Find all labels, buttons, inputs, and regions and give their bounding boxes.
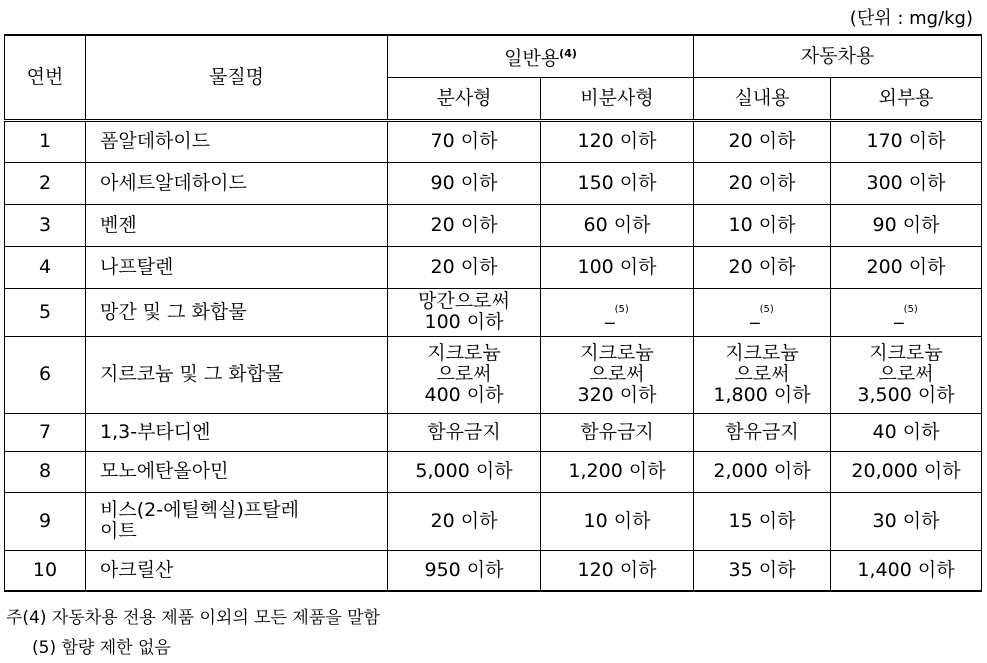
table-row: 8 모노에탄올아민 5,000 이하 1,200 이하 2,000 이하 20,000 이하	[5, 451, 982, 492]
table-row: 9 비스(2-에틸헥실)프탈레 이트 20 이하 10 이하 15 이하 30 이하	[5, 492, 982, 550]
footnotes	[6, 603, 380, 663]
header-name: 물질명	[86, 35, 388, 120]
unit-label: (단위 : mg/kg)	[849, 8, 973, 29]
table-row: 1 폼알데하이드 70 이하 120 이하 20 이하 170 이하	[5, 120, 982, 162]
footnote-5: (5) 함량 제한 없음	[32, 638, 171, 658]
header-general: 일반용$^{(4)}$	[388, 35, 694, 77]
header-outdoor: 외부용	[831, 77, 982, 120]
table-row: 5 망간 및 그 화합물 망간으로써 100 이하 _$^{(5)}$ _$^{(5)}$ _$^{(5)}$	[5, 288, 982, 336]
table-row: 3 벤젠 20 이하 60 이하 10 이하 90 이하	[5, 204, 982, 246]
footnote-4: 주(4) 자동차용 전용 제품 이외의 모든 제품을 말함	[6, 608, 380, 628]
table-row: 6 지르코늄 및 그 화합물 지크로늄 으로써 400 이하 지크로늄 으로써 320 이하 지크로늄 으로써 1,800 이하 지크로늄 으로써 3,500 이하	[5, 336, 982, 413]
header-no: 연번	[5, 35, 86, 120]
header-auto: 자동차용	[694, 35, 982, 77]
substance-limit-table	[4, 34, 982, 592]
table-row: 7 1,3-부타디엔 함유금지 함유금지 함유금지 40 이하	[5, 413, 982, 451]
table-row: 10 아크릴산 950 이하 120 이하 35 이하 1,400 이하	[5, 550, 982, 591]
table-row: 2 아세트알데하이드 90 이하 150 이하 20 이하 300 이하	[5, 162, 982, 204]
table-row: 4 나프탈렌 20 이하 100 이하 20 이하 200 이하	[5, 246, 982, 288]
header-spray: 분사형	[388, 77, 541, 120]
header-nonspray: 비분사형	[541, 77, 694, 120]
header-indoor: 실내용	[694, 77, 831, 120]
